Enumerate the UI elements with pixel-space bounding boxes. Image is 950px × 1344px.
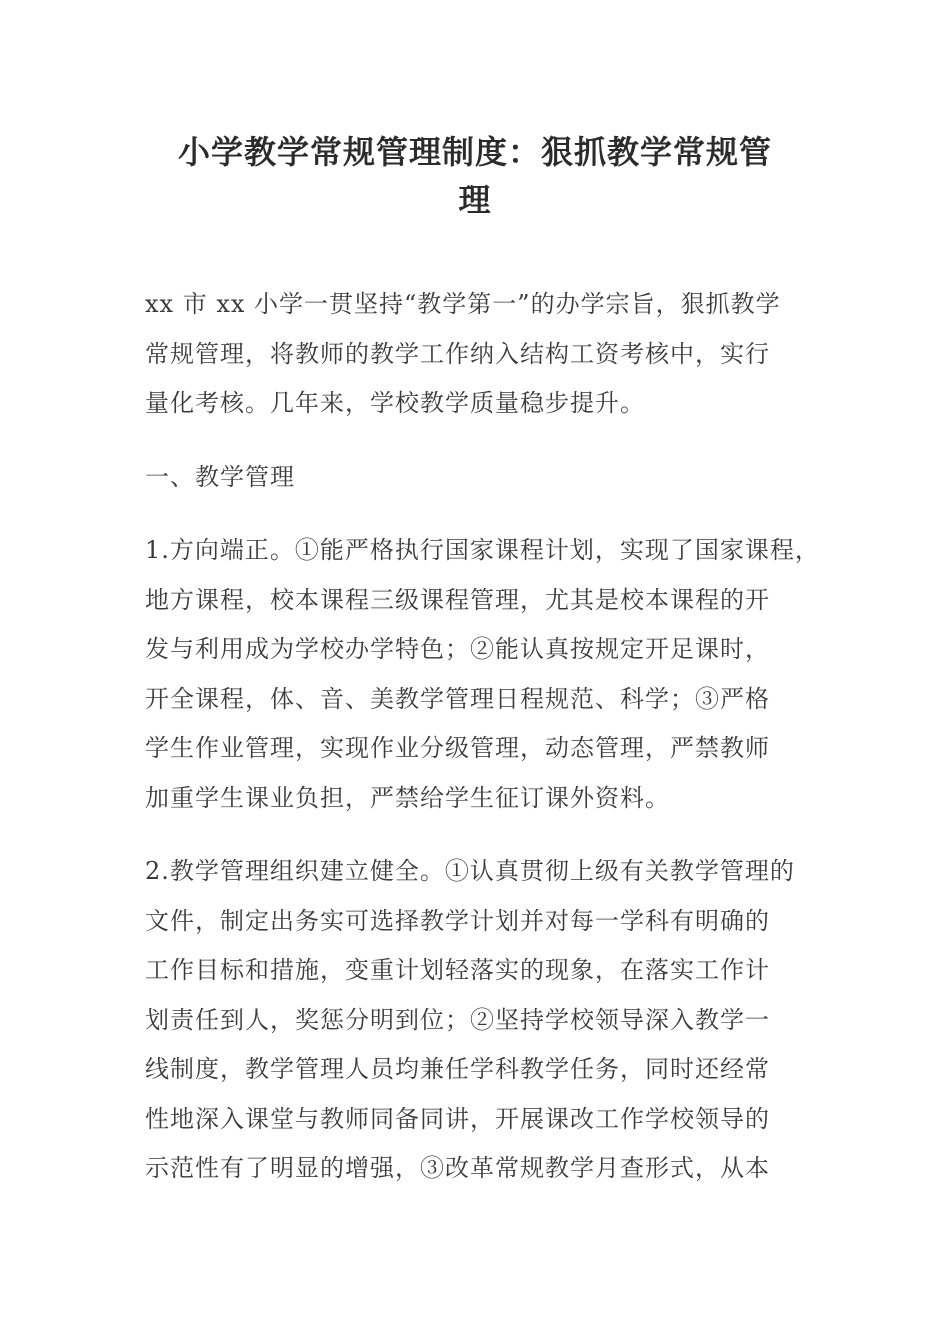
text-line: 线制度，教学管理人员均兼任学科教学任务，同时还经常 (145, 1055, 770, 1083)
text-line: 划责任到人，奖惩分明到位；②坚持学校领导深入教学一 (145, 1005, 770, 1034)
item-1-paragraph (145, 526, 820, 823)
title-line: 小学教学常规管理制度：狠抓教学常规管 (177, 133, 772, 171)
document-body (145, 280, 820, 1218)
item-2-paragraph (145, 847, 817, 1194)
text-line: 常规管理，将教师的教学工作纳入结构工资考核中，实行 (145, 339, 770, 368)
text-line: 1.方向端正。①能严格执行国家课程计划，实现了国家课程， (145, 536, 820, 564)
text-line: xx 市 xx 小学一贯坚持“教学第一”的办学宗旨，狠抓教学 (145, 290, 781, 318)
section-heading: 一、教学管理 (145, 462, 295, 491)
text-line: 性地深入课堂与教师同备同讲，开展课改工作学校领导的 (145, 1104, 770, 1133)
text-line: 发与利用成为学校办学特色；②能认真按规定开足课时， (145, 635, 770, 663)
text-line: 示范性有了明显的增强，③改革常规教学月查形式，从本 (145, 1154, 770, 1182)
text-line: 开全课程，体、音、美教学管理日程规范、科学；③严格 (145, 684, 770, 713)
text-line: 加重学生课业负担，严禁给学生征订课外资料。 (145, 783, 670, 812)
text-line: 2.教学管理组织建立健全。①认真贯彻上级有关教学管理的 (145, 857, 795, 885)
text-line: 文件，制定出务实可选择教学计划并对每一学科有明确的 (145, 906, 770, 935)
text-line: 地方课程，校本课程三级课程管理，尤其是校本课程的开 (145, 585, 770, 614)
title-line: 理 (458, 181, 492, 219)
document-title (140, 128, 810, 224)
text-line: 工作目标和措施，变重计划轻落实的现象，在落实工作计 (145, 956, 770, 984)
text-line: 学生作业管理，实现作业分级管理，动态管理，严禁教师 (145, 734, 770, 762)
text-line: 量化考核。几年来，学校教学质量稳步提升。 (145, 389, 645, 417)
intro-paragraph (145, 280, 817, 429)
